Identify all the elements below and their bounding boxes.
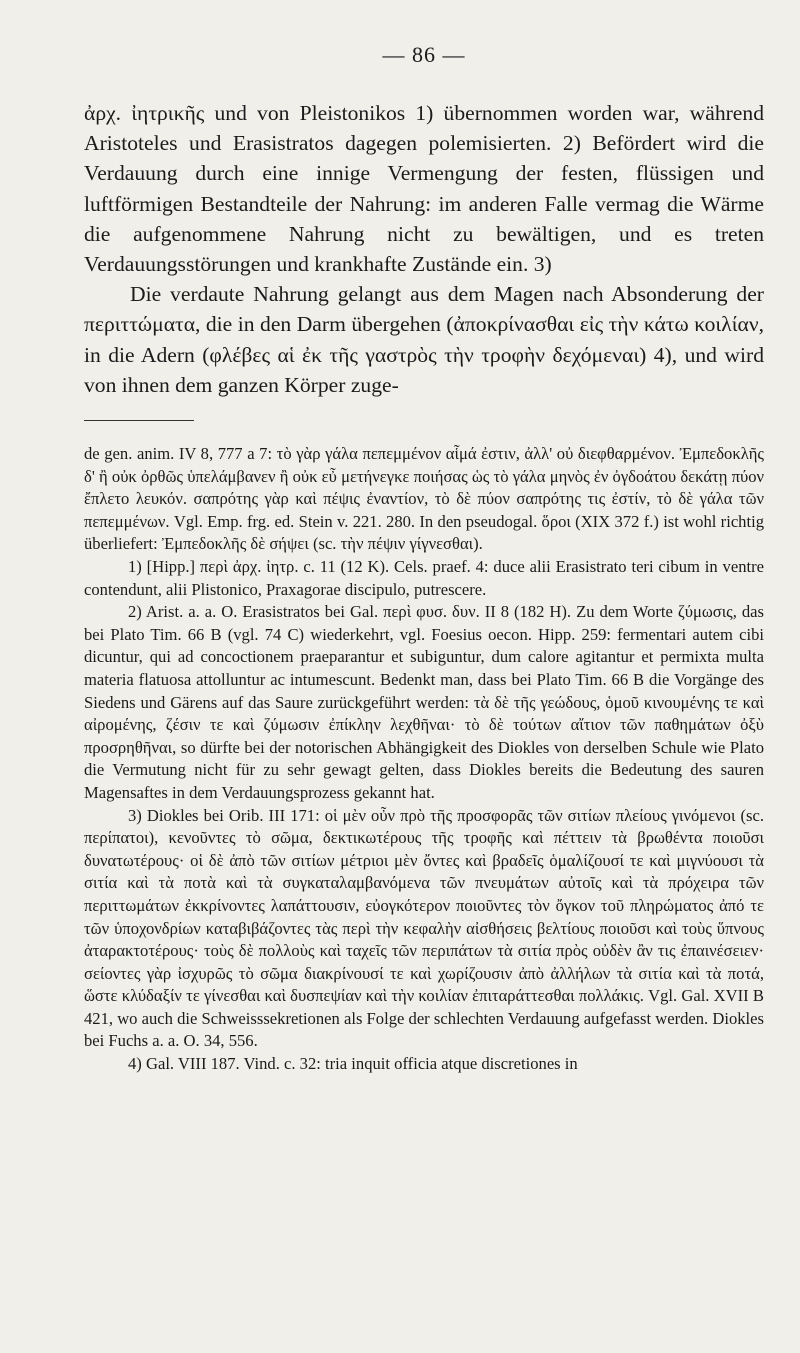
footnote-separator (84, 420, 194, 421)
main-text (84, 98, 764, 400)
body-paragraph: Die verdaute Nahrung gelangt aus dem Magen nach Absonderung der περιττώματα, die in den Darm übergehen (ἀποκρίνασθαι εἰς τὴν κάτω κοιλίαν, in die Adern (φλέβες αἱ ἐκ τῆς γαστρὸς τὴν τροφὴν δεχόμεναι) 4), und wird von ihnen dem ganzen Körper zuge- (84, 282, 764, 397)
footnote-3: 3) Diokles bei Orib. III 171: οἱ μὲν οὖν πρὸ τῆς προσφορᾶς τῶν σιτίων πλείους γινόμενοι (sc. περίπατοι), κενοῦντες τὸ σῶμα, δεκτικωτέρους τῆς τροφῆς καὶ πέττειν τὰ βρωθέντα ποιοῦσι δυνατωτέρους· οἱ δὲ ἀπὸ τῶν σιτίων μέτριοι μὲν ὄντες καὶ βραδεῖς ὁμαλίζουσί τε καὶ μιγνύουσι τὰ σιτία καὶ τὰ ποτὰ καὶ τὰ συγκαταλαμβανόμενα τῶν πνευμάτων αὐτοῖς καὶ τὰ πρόχειρα τῶν περιττωμάτων ἐκκρίνοντες λαπάττουσιν, εὐογκότερον ποιοῦντες τὸν ὄγκον τοῦ πληρώματος ἀπό τε τῶν ὑποχονδρίων καταβιβάζοντες τὰς περὶ τὴν κεφαλὴν αἰσθήσεις βελτίους ποιοῦσι καὶ τοὺς ὕπνους ἀταρακτοτέρους· τοὺς δὲ πολλοὺς καὶ ταχεῖς τῶν περιπάτων τὰ σιτία πρὸς οὐδὲν ἂν τις ἐπαινέσειεν· σείοντες γὰρ ἰσχυρῶς τὸ σῶμα διακρίνουσί τε καὶ χωρίζουσιν ἀπὸ ἀλλήλων τὰ σιτία καὶ τὰ ποτά, ὥστε κλύδαξίν τε γίνεσθαι καὶ δυσπεψίαν καὶ τὴν κοιλίαν ἐπιταράττεσθαι πολλάκις. Vgl. Gal. XVII B 421, wo auch die Schweisssekretionen als Folge der schlechten Verdauung aufgefasst werden. Diokles bei Fuchs a. a. O. 34, 556. (84, 805, 764, 1051)
footnote-2: 2) Arist. a. a. O. Erasistratos bei Gal. περὶ φυσ. δυν. II 8 (182 H). Zu dem Worte ζύμωσις, das bei Plato Tim. 66 B (vgl. 74 C) wiederkehrt, vgl. Foesius oecon. Hipp. 259: fermentari autem cibi dicuntur, qui ad concoctionem praeparantur et subiguntur, dum calore agitantur et permixta multa materia flatuosa attolluntur ac intumescunt. Bedenkt man, dass bei Plato Tim. 66 B die Vorgänge des Siedens und Gärens auf das Saure zurückgeführt werden: τὰ δὲ τῆς γεώδους, ὁμοῦ κινουμένης τε καὶ αἰρομένης, ζέσιν τε καὶ ζύμωσιν ἐπίκλην λεχθῆναι· τὸ δὲ τούτων αἴτιον τῶν παθημάτων ὀξὺ προσρηθῆναι, so dürfte bei der notorischen Abhängigkeit des Diokles von derselben Schule wie Plato die Vermutung nicht für zu sehr gewagt gelten, dass Diokles bereits die Bedeutung des sauren Magensaftes in dem Verdauungsprozess gekannt hat. (84, 602, 764, 802)
body-paragraph: ἀρχ. ἰητρικῆς und von Pleistonikos 1) übernommen worden war, während Aristoteles und Erasistratos dagegen polemisierten. 2) Befördert wird die Verdauung durch eine innige Vermengung der festen, flüssigen und luftförmigen Bestandteile der Nahrung: im anderen Falle vermag die Wärme die aufgenommene Nahrung nicht zu bewältigen, und es treten Verdauungsstörungen und krankhafte Zustände ein. 3) (84, 101, 764, 277)
footnote-4: 4) Gal. VIII 187. Vind. c. 32: tria inquit officia atque discretiones in (128, 1054, 578, 1074)
footnote-continuation: de gen. anim. IV 8, 777 a 7: τὸ γὰρ γάλα πεπεμμένον αἷμά ἐστιν, ἀλλ' οὐ διεφθαρμένον. Ἐμπεδοκλῆς δ' ἢ οὐκ ὀρθῶς ὑπελάμβανεν ἢ οὐκ εὖ μετήνεγκε ποιήσας ὡς τὸ γάλα μηνὸς ἐν ὀγδοάτου δεκάτῃ πύον ἔπλετο λευκόν. σαπρότης γὰρ καὶ πέψις ἐναντίον, τὸ δὲ πύον σαπρότης τις ἐστίν, τὸ δὲ γάλα τῶν πεπεμμένων. Vgl. Emp. frg. ed. Stein v. 221. 280. In den pseudogal. ὅροι (XIX 372 f.) ist wohl richtig überliefert: Ἐμπεδοκλῆς δὲ σήψει (sc. τὴν πέψιν γίγνεσθαι). (84, 444, 764, 554)
footnote-1: 1) [Hipp.] περὶ ἀρχ. ἰητρ. c. 11 (12 K). Cels. praef. 4: duce alii Erasistrato teri cibum in ventre contendunt, alii Plistonico, Praxagorae discipulo, putrescere. (84, 557, 764, 599)
footnotes (84, 443, 764, 1076)
page-number: — 86 — (382, 42, 466, 67)
